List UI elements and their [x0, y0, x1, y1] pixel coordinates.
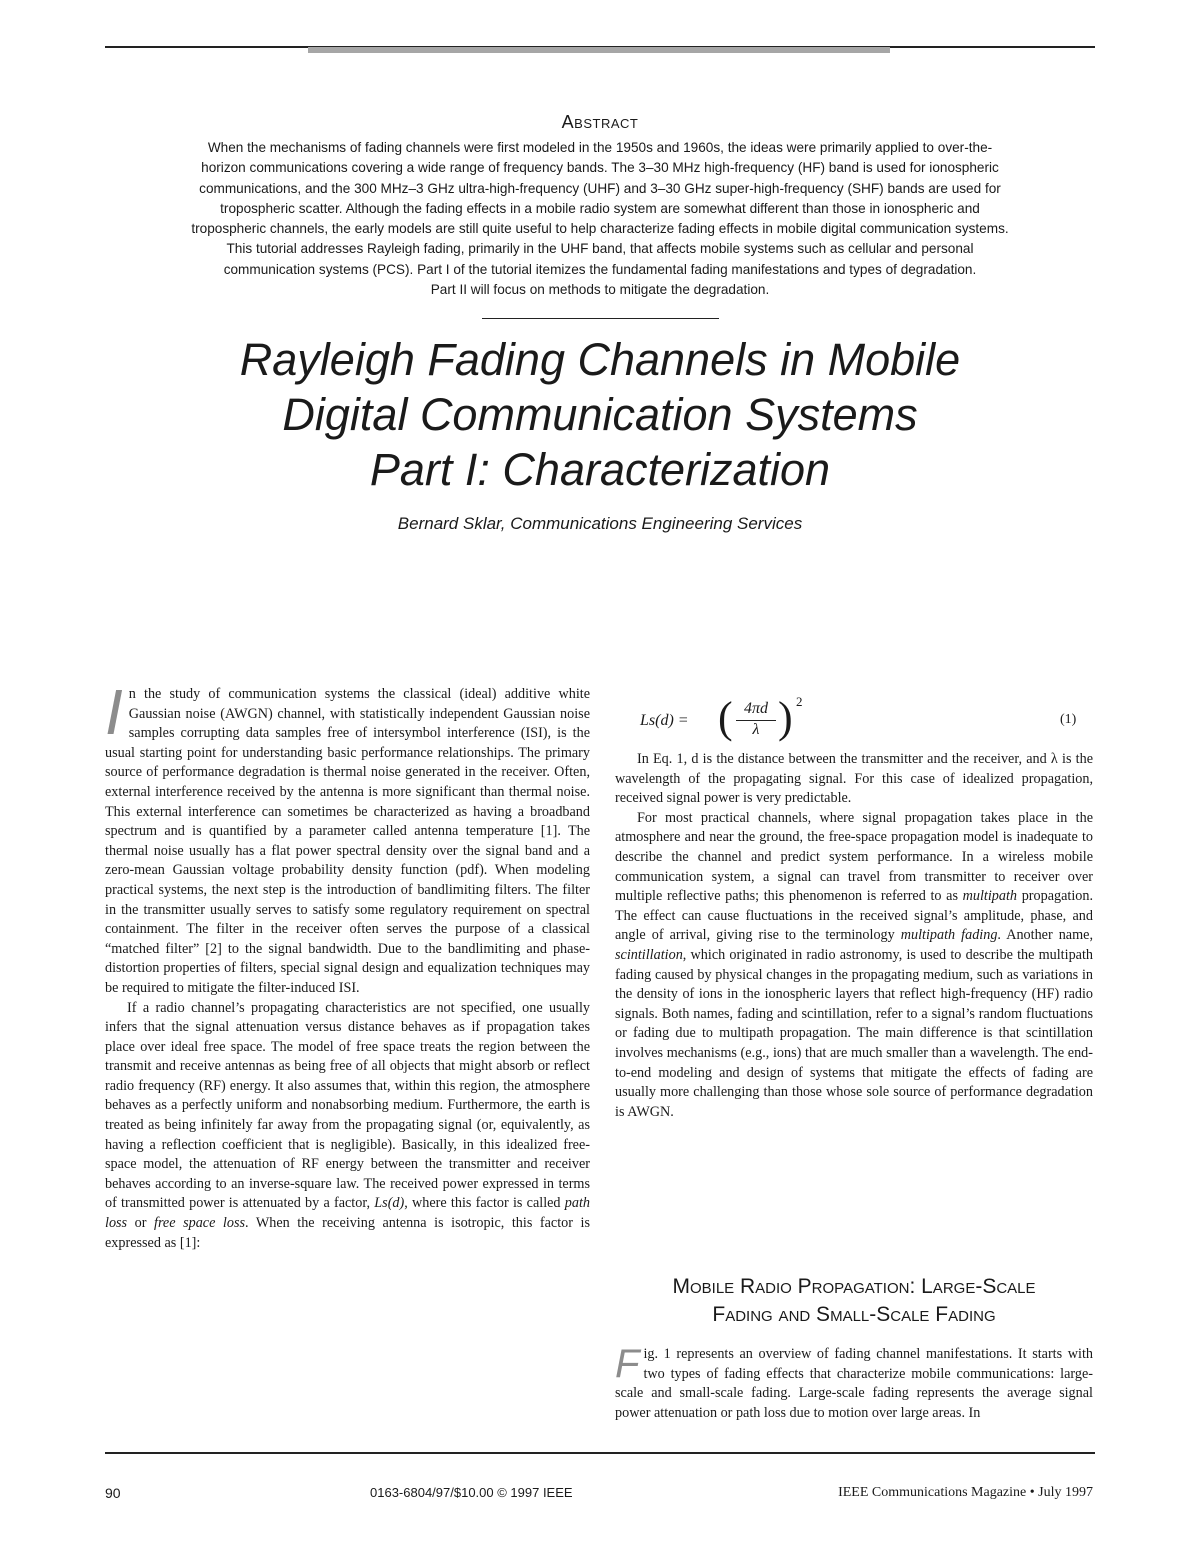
journal-citation: IEEE Communications Magazine • July 1997 — [838, 1485, 1093, 1500]
dropcap: F — [615, 1342, 640, 1386]
section-heading — [615, 1273, 1093, 1329]
paragraph-text: or — [127, 1215, 154, 1232]
emphasis: path loss — [105, 1195, 590, 1232]
abstract-line: When the mechanisms of fading channels were first modeled in the 1950s and 1960s, the ideas were primarily applied to over-the- — [207, 140, 993, 155]
title-line: Part I: Characterization — [369, 444, 831, 495]
title-line: Rayleigh Fading Channels in Mobile — [239, 334, 961, 385]
emphasis: scintillation — [615, 946, 683, 963]
paragraph: In Eq. 1, d is the distance between the transmitter and the receiver, and λ is the wavelength of the propagating signal. For this case of idealized propagation, received signal power is very predictable. — [615, 751, 1093, 807]
abstract-heading: Abstract — [561, 112, 639, 132]
paragraph-text: . Another name, — [997, 927, 1093, 944]
abstract-body — [100, 138, 1100, 300]
left-column — [105, 676, 590, 1253]
equation-numerator: 4πd — [743, 700, 768, 717]
equation-lhs: Ls(d) = — [640, 712, 689, 729]
equation-number: (1) — [1060, 712, 1077, 727]
equation-denominator: λ — [752, 721, 760, 738]
section-heading-line: Mobile Radio Propagation: Large-Scale — [672, 1275, 1036, 1298]
paragraph-text: n the study of communication systems the classical (ideal) additive white Gaussian noise (AWGN) channel, with statistically independent Gaussian noise samples corrupting data samples free of intersymbol interference (ISI), is the usual starting point for understanding basic performance relationships. The primary source of performance degradation is thermal noise generated in the receiver. Often, external interference received by the antenna is more significant than thermal noise. This external interference can sometimes be characterized as having a broadband spectrum and is quantified by a parameter called antenna temperature [1]. The thermal noise usually has a flat power spectral density over the signal band and a zero-mean Gaussian voltage probability density function (pdf). When modeling practical systems, the next step is the introduction of bandlimiting filters. The filter in the transmitter usually serves to satisfy some regulatory requirement on spectral containment. The filter in the receiver often serves the purpose of a classical “matched filter” [2] to the signal bandwidth. Due to the bandlimiting and phase-distortion properties of filters, special signal design and equalization techniques may be required to mitigate the filter-induced ISI. — [105, 686, 590, 996]
title-line: Digital Communication Systems — [282, 389, 918, 440]
emphasis: free space loss — [154, 1215, 245, 1232]
left-paren: ( — [718, 693, 733, 742]
page-number: 90 — [105, 1485, 121, 1501]
abstract-divider — [482, 318, 719, 319]
paragraph-text: , which originated in radio astronomy, is used to describe the multipath fading caused by physical changes in the propagating medium, such as variations in the density of ions in the ionospheric layers that reflect high-frequency (HF) radio signals. Both names, fading and scintillation, refer to a signal’s random fluctuations or fading due to multipath propagation. The main difference is that scintillation involves mechanisms (e.g., ions) that are much smaller than a wavelength. The end-to-end modeling and design of systems that mitigate the effects of fading are usually more challenging than those whose sole source of performance degradation is AWGN. — [615, 946, 1093, 1120]
paragraph-text: propagation. The effect can cause fluctuations in the received signal’s amplitude, phase, and angle of arrival, giving rise to the terminology — [615, 888, 1094, 944]
right-column — [615, 750, 1093, 1122]
abstract-line: communication systems (PCS). Part I of the tutorial itemizes the fundamental fading manifestations and types of degradation. — [223, 261, 977, 277]
top-gray-bar — [308, 47, 890, 53]
abstract-line: This tutorial addresses Rayleigh fading, primarily in the UHF band, that affects mobile systems such as cellular and personal — [226, 241, 974, 257]
paragraph — [615, 1342, 1093, 1423]
abstract-line: communications, and the 300 MHz–3 GHz ultra-high-frequency (UHF) and 3–30 GHz super-high-frequency (SHF) bands are used for — [199, 180, 1001, 196]
paragraph-text: , where this factor is called — [404, 1195, 565, 1212]
section-body — [615, 1342, 1093, 1423]
paragraph — [615, 809, 1093, 1123]
abstract-line: tropospheric channels, the early models are still quite useful to help characterize fading effects in mobile digital communication systems. — [191, 221, 1009, 237]
dropcap: I — [105, 676, 123, 748]
equation-exponent: 2 — [796, 694, 803, 709]
paragraph-text: . When the receiving antenna is isotropic, this factor is expressed as [1]: — [105, 1215, 590, 1251]
section-heading-line: Fading and Small-Scale Fading — [712, 1303, 996, 1326]
paragraph-text: If a radio channel’s propagating characteristics are not specified, one usually infers that the signal attenuation versus distance behaves as if propagation takes place over ideal free space. The model of free space treats the region between the transmit and receive antennas as being free of all objects that might absorb or reflect radio frequency (RF) energy. It also assumes that, within this region, the atmosphere behaves as a perfectly uniform and nonabsorbing medium. Furthermore, the earth is treated as being infinitely far away from the propagating signal (or, equivalently, as having a reflection coefficient that is negligible). Basically, in this idealized free-space model, the attenuation of RF energy between the transmitter and receiver behaves according to an inverse-square law. The received power expressed in terms of transmitted power is attenuated by a factor, — [105, 999, 590, 1212]
paragraph-text: For most practical channels, where signal propagation takes place in the atmosphere and near the ground, the free-space propagation model is inadequate to describe the channel and predict system performance. In a wireless mobile communication system, a signal can travel from transmitter to receiver over multiple reflective paths; this phenomenon is referred to as — [615, 809, 1093, 905]
abstract-line: tropospheric scatter. Although the fading effects in a mobile radio system are somewhat different than those in ionospheric and — [220, 200, 980, 216]
paragraph — [105, 676, 590, 999]
article-title — [0, 332, 1200, 497]
emphasis: multipath — [962, 888, 1018, 905]
abstract-line: horizon communications covering a wide range of frequency bands. The 3–30 MHz high-frequency (HF) band is used for ionospheric — [201, 160, 999, 176]
emphasis: multipath fading — [900, 927, 998, 944]
copyright-code: 0163-6804/97/$10.00 © 1997 IEEE — [370, 1485, 573, 1500]
abstract-line: Part II will focus on methods to mitigate the degradation. — [430, 282, 770, 298]
inline-math: Ls(d) — [374, 1195, 405, 1212]
author-line: Bernard Sklar, Communications Engineering Services — [397, 514, 803, 533]
equation-1 — [640, 690, 1080, 740]
right-paren: ) — [778, 693, 793, 742]
bottom-rule — [105, 1452, 1095, 1454]
paragraph-text: ig. 1 represents an overview of fading channel manifestations. It starts with two types of fading effects that characterize mobile communications: large-scale and small-scale fading. Large-scale fading represents the average signal power attenuation or path loss due to motion over large areas. In — [615, 1346, 1093, 1421]
paragraph — [105, 999, 590, 1254]
